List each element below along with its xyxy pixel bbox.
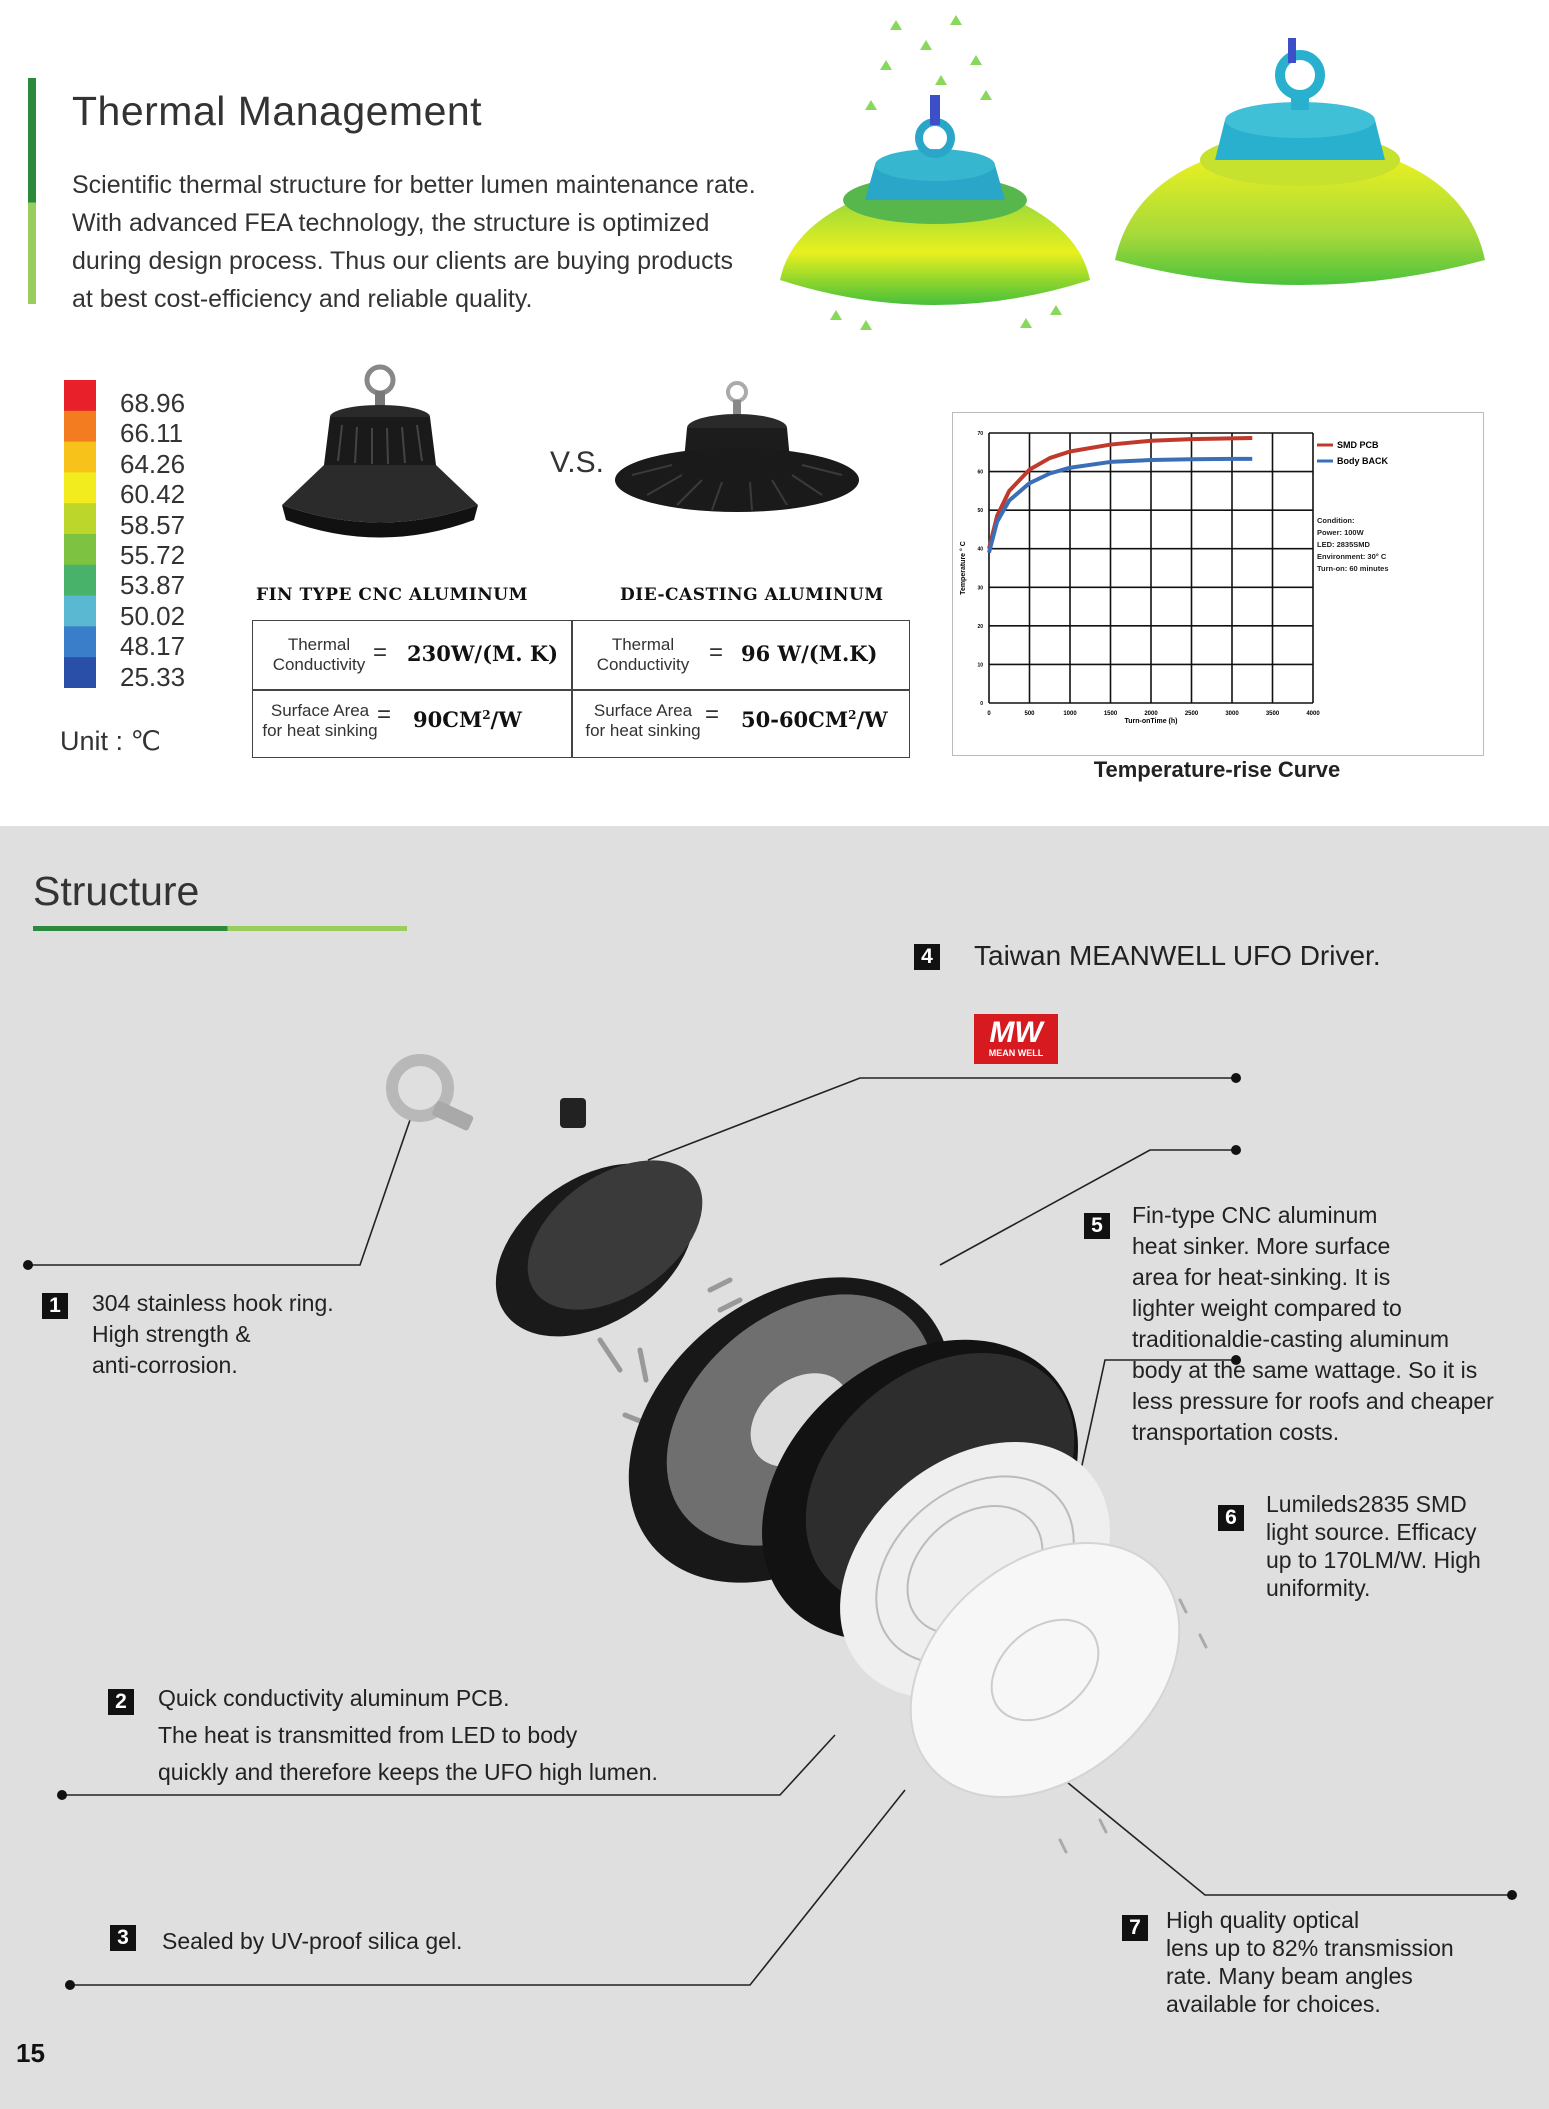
feature-line: lighter weight compared to [1132, 1295, 1402, 1321]
feature-1-hook-ring [92, 1288, 334, 1381]
chart-condition-text: Turn-on: 60 minutes [1317, 564, 1389, 573]
thermal-description [72, 166, 832, 318]
meanwell-logo [974, 1014, 1058, 1064]
y-tick-label: 0 [980, 701, 983, 707]
table-divider [253, 689, 909, 691]
label-line: Conductivity [272, 655, 366, 674]
chart-condition-text: Environment: 30° C [1317, 552, 1387, 561]
legend-swatch [64, 626, 96, 657]
description-line: Scientific thermal structure for better lumen maintenance rate. [72, 171, 756, 199]
x-tick-label: 0 [987, 711, 991, 717]
y-tick-label: 30 [977, 585, 983, 592]
x-tick-label: 1500 [1103, 711, 1118, 717]
description-line: at best cost-efficiency and reliable quality. [72, 285, 533, 313]
series-line-1 [989, 438, 1252, 549]
legend-unit: Unit : ℃ [60, 726, 161, 756]
x-axis-label: Turn-onTime (h) [1124, 718, 1178, 725]
feature-number-6: 6 [1218, 1505, 1244, 1531]
legend-value: 68.96 [120, 388, 186, 418]
feature-line: anti-corrosion. [92, 1352, 238, 1378]
y-axis-label: Temperature ° C [960, 541, 967, 595]
feature-5-heat-sinker [1132, 1200, 1494, 1448]
legend-swatch [64, 380, 96, 411]
right-area-label [579, 701, 707, 741]
legend-value: 50.02 [120, 600, 186, 631]
feature-line: quickly and therefore keeps the UFO high lumen. [158, 1759, 658, 1785]
x-tick-label: 1000 [1063, 711, 1077, 717]
right-area-value [741, 707, 888, 732]
area-value-main: 90CM [413, 707, 483, 732]
thermal-title: Thermal Management [72, 88, 483, 134]
equals-sign: = [705, 701, 720, 728]
right-conductivity-label [583, 635, 703, 675]
left-area-label [257, 701, 383, 741]
feature-3-silica-gel [162, 1926, 462, 1957]
feature-7-optical-lens [1166, 1906, 1454, 2018]
area-value-suffix: /W [490, 707, 522, 732]
legend-swatch [64, 472, 96, 503]
legend-swatch [64, 565, 96, 596]
left-conductivity-label [259, 635, 379, 675]
feature-number-5: 5 [1084, 1213, 1110, 1239]
label-line: for heat sinking [262, 721, 378, 740]
feature-number-1: 1 [42, 1293, 68, 1319]
label-line: Surface Area [593, 701, 693, 720]
chart-caption: Temperature-rise Curve [1093, 757, 1341, 782]
chart-condition-text: Condition: [1317, 516, 1355, 525]
chart-condition-text: LED: 2835SMD [1317, 540, 1370, 549]
feature-line: Lumileds2835 SMD [1266, 1491, 1467, 1517]
feature-number-7: 7 [1122, 1915, 1148, 1941]
y-tick-label: 70 [977, 431, 983, 437]
legend-swatch [64, 411, 96, 442]
legend-value: 64.26 [120, 448, 186, 479]
feature-line: rate. Many beam angles [1166, 1963, 1413, 1989]
feature-line: heat sinker. More surface [1132, 1233, 1391, 1259]
feature-line: up to 170LM/W. High [1266, 1547, 1481, 1573]
y-tick-label: 50 [977, 508, 983, 515]
feature-line: available for choices. [1166, 1991, 1381, 2017]
feature-line: Quick conductivity aluminum PCB. [158, 1685, 510, 1711]
legend-swatch [64, 534, 96, 565]
legend-swatch [64, 657, 96, 688]
label-line: Thermal [611, 635, 675, 654]
legend-value: 60.42 [120, 479, 186, 510]
legend-swatch [64, 596, 96, 627]
x-tick-label: 500 [1024, 711, 1035, 717]
legend-value: 53.87 [120, 570, 186, 601]
equals-sign: = [377, 701, 392, 728]
left-conductivity-value: 230W/(M. K) [407, 641, 559, 666]
left-area-value [413, 707, 522, 732]
feature-line: lens up to 82% transmission [1166, 1935, 1454, 1961]
label-line: Thermal [287, 635, 351, 654]
fin-type-caption: FIN TYPE CNC ALUMINUM [256, 585, 528, 605]
feature-line: High quality optical [1166, 1907, 1360, 1933]
y-tick-label: 40 [977, 546, 983, 553]
description-line: during design process. Thus our clients are buying products [72, 247, 734, 275]
legend-value: 25.33 [120, 661, 186, 692]
versus-label: V.S. [550, 446, 604, 479]
legend-swatch [64, 503, 96, 534]
feature-line: area for heat-sinking. It is [1132, 1264, 1391, 1290]
x-tick-label: 2000 [1144, 711, 1158, 717]
label-line: Conductivity [596, 655, 690, 674]
feature-line: body at the same wattage. So it is [1132, 1357, 1478, 1383]
right-conductivity-value: 96 W/(M.K) [741, 641, 878, 666]
meanwell-logo-mark: MW [989, 1016, 1043, 1049]
feature-line: less pressure for roofs and cheaper [1132, 1388, 1494, 1414]
equals-sign: = [373, 639, 388, 666]
x-tick-label: 2500 [1184, 711, 1199, 717]
legend-value: 58.57 [120, 509, 186, 540]
feature-line: transportation costs. [1132, 1419, 1340, 1445]
feature-2-aluminum-pcb [158, 1680, 658, 1791]
label-line: Surface Area [270, 701, 370, 720]
feature-line: uniformity. [1266, 1575, 1371, 1601]
thermal-simulation-image-body [1110, 10, 1490, 340]
feature-6-smd-light-source [1266, 1490, 1481, 1602]
thermal-spec-table [252, 620, 910, 758]
area-value-sup: 2 [848, 708, 857, 722]
y-tick-label: 20 [977, 623, 983, 630]
meanwell-logo-text: MEAN WELL [988, 1048, 1044, 1058]
thermal-simulation-image-airflow [770, 10, 1100, 340]
feature-line: 304 stainless hook ring. [92, 1290, 334, 1316]
feature-number-4: 4 [914, 944, 940, 970]
legend-entry: Body BACK [1337, 456, 1388, 466]
area-value-suffix: /W [856, 707, 888, 732]
legend-value: 66.11 [120, 418, 184, 449]
fin-type-fixture-image [262, 355, 492, 575]
area-value-sup: 2 [482, 708, 491, 722]
y-tick-label: 10 [977, 662, 983, 669]
legend-value: 48.17 [120, 631, 186, 662]
section-accent-bar [28, 78, 36, 304]
area-value-main: 50-60CM [741, 707, 849, 732]
feature-line: Fin-type CNC aluminum [1132, 1202, 1378, 1228]
feature-line: Taiwan MEANWELL UFO Driver. [974, 940, 1381, 971]
die-casting-fixture-image [612, 370, 862, 550]
feature-number-2: 2 [108, 1689, 134, 1715]
legend-value: 55.72 [120, 540, 186, 571]
chart-condition-text: Power: 100W [1317, 528, 1364, 537]
die-casting-caption: DIE-CASTING ALUMINUM [620, 585, 884, 605]
x-tick-label: 3500 [1265, 711, 1280, 717]
legend-entry: SMD PCB [1337, 440, 1379, 450]
equals-sign: = [709, 639, 724, 666]
x-tick-label: 3000 [1225, 711, 1239, 717]
temperature-legend-bar [64, 380, 96, 688]
y-tick-label: 60 [977, 469, 983, 476]
feature-line: traditionaldie-casting aluminum [1132, 1326, 1450, 1352]
feature-line: The heat is transmitted from LED to body [158, 1722, 578, 1748]
legend-swatch [64, 442, 96, 473]
structure-title: Structure [33, 868, 200, 914]
x-tick-label: 4000 [1306, 711, 1320, 717]
temperature-rise-chart-svg [953, 413, 1483, 755]
page-number: 15 [16, 2038, 45, 2068]
feature-line: High strength & [92, 1321, 251, 1347]
feature-line: Sealed by UV-proof silica gel. [162, 1928, 463, 1954]
description-line: With advanced FEA technology, the structure is optimized [72, 209, 710, 237]
label-line: for heat sinking [585, 721, 701, 740]
temperature-legend-values [120, 388, 185, 692]
feature-line: light source. Efficacy [1266, 1519, 1477, 1545]
feature-number-3: 3 [110, 1925, 136, 1951]
feature-4-meanwell-driver [974, 940, 1381, 971]
temperature-rise-chart [952, 412, 1484, 756]
